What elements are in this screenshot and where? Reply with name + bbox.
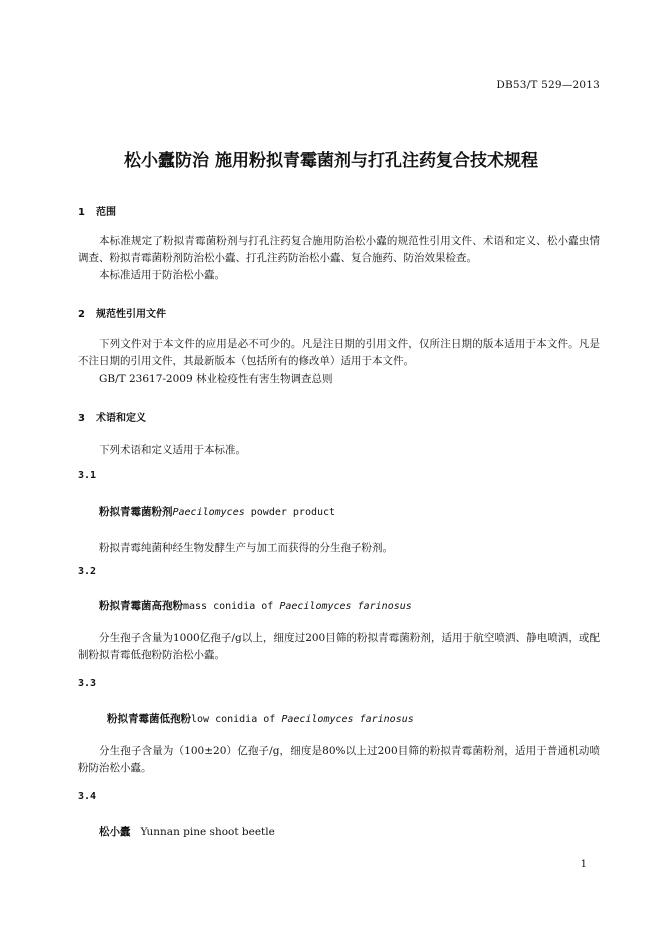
term-name-en: low conidia of [191,714,282,725]
term-name-en-italic: Paecilomyces farinosus [281,714,414,725]
section-heading [78,305,166,320]
term-number: 3.4 [78,791,97,802]
paragraph: 下列文件对于本文件的应用是必不可少的。凡是注日期的引用文件，仅所注日期的版本适用于本文件。凡是不注日期的引用文件，其最新版本（包括所有的修改单）适用于本文件。 [78,338,600,367]
term-number: 3.1 [78,470,97,481]
section-title: 术语和定义 [96,413,146,424]
standard-code: DB53/T 529—2013 [496,79,600,91]
section-number: 1 [78,207,85,218]
section-title: 规范性引用文件 [96,309,166,320]
term-name-en: mass conidia of [183,601,280,612]
term-name-en-italic: Paecilomyces [172,507,245,518]
document-title: 松小蠹防治 施用粉拟青霉菌剂与打孔注药复合技术规程 [124,151,538,171]
section-number: 2 [78,309,85,320]
term-definition-block [78,743,600,777]
page-number: 1 [580,859,587,870]
section-heading [78,409,146,424]
section-heading [78,203,116,218]
term-name [99,598,412,613]
term-definition: 分生孢子含量为1000亿孢子/g以上，细度过200目筛的粉拟青霉菌粉剂，适用于航空喷洒、静电喷洒，或配制粉拟青霉低孢粉防治松小蠹。 [78,632,600,661]
term-name-en-italic: Paecilomyces farinosus [279,601,412,612]
term-name [107,711,414,726]
term-name-en: powder product [244,507,336,518]
term-number: 3.2 [78,566,97,577]
term-number: 3.3 [78,678,97,689]
term-name [99,504,335,519]
section-number: 3 [78,413,85,424]
term-name-zh: 粉拟青霉菌低孢粉 [107,713,191,725]
term-name-en: Yunnan pine shoot beetle [140,826,275,838]
paragraph: 本标准适用于防治松小蠹。 [99,269,225,281]
term-name-zh: 粉拟青霉菌粉剂 [99,506,173,518]
paragraph: 本标准规定了粉拟青霉菌粉剂与打孔注药复合施用防治松小蠹的规范性引用文件、术语和定义、松小蠹虫情调查、粉拟青霉菌粉剂防治松小蠹、打孔注药防治松小蠹、复合施药、防治效果检查。 [78,235,600,264]
section-body [78,336,600,370]
term-name-zh: 粉拟青霉菌高孢粉 [99,600,183,612]
reference-item: GB/T 23617-2009 林业检疫性有害生物调查总则 [99,373,333,385]
section-title: 范围 [96,207,116,218]
term-definition: 粉拟青霉纯菌种经生物发酵生产与加工而获得的分生孢子粉剂。 [99,542,393,554]
paragraph: 下列术语和定义适用于本标准。 [99,444,246,456]
section-body [78,233,600,284]
term-name [99,824,275,839]
term-name-zh: 松小蠹 [99,826,131,838]
term-definition: 分生孢子含量为（100±20）亿孢子/g，细度是80%以上过200目筛的粉拟青霉菌粉剂，适用于普通机动喷粉防治松小蠹。 [78,745,600,774]
term-definition-block [78,630,600,664]
